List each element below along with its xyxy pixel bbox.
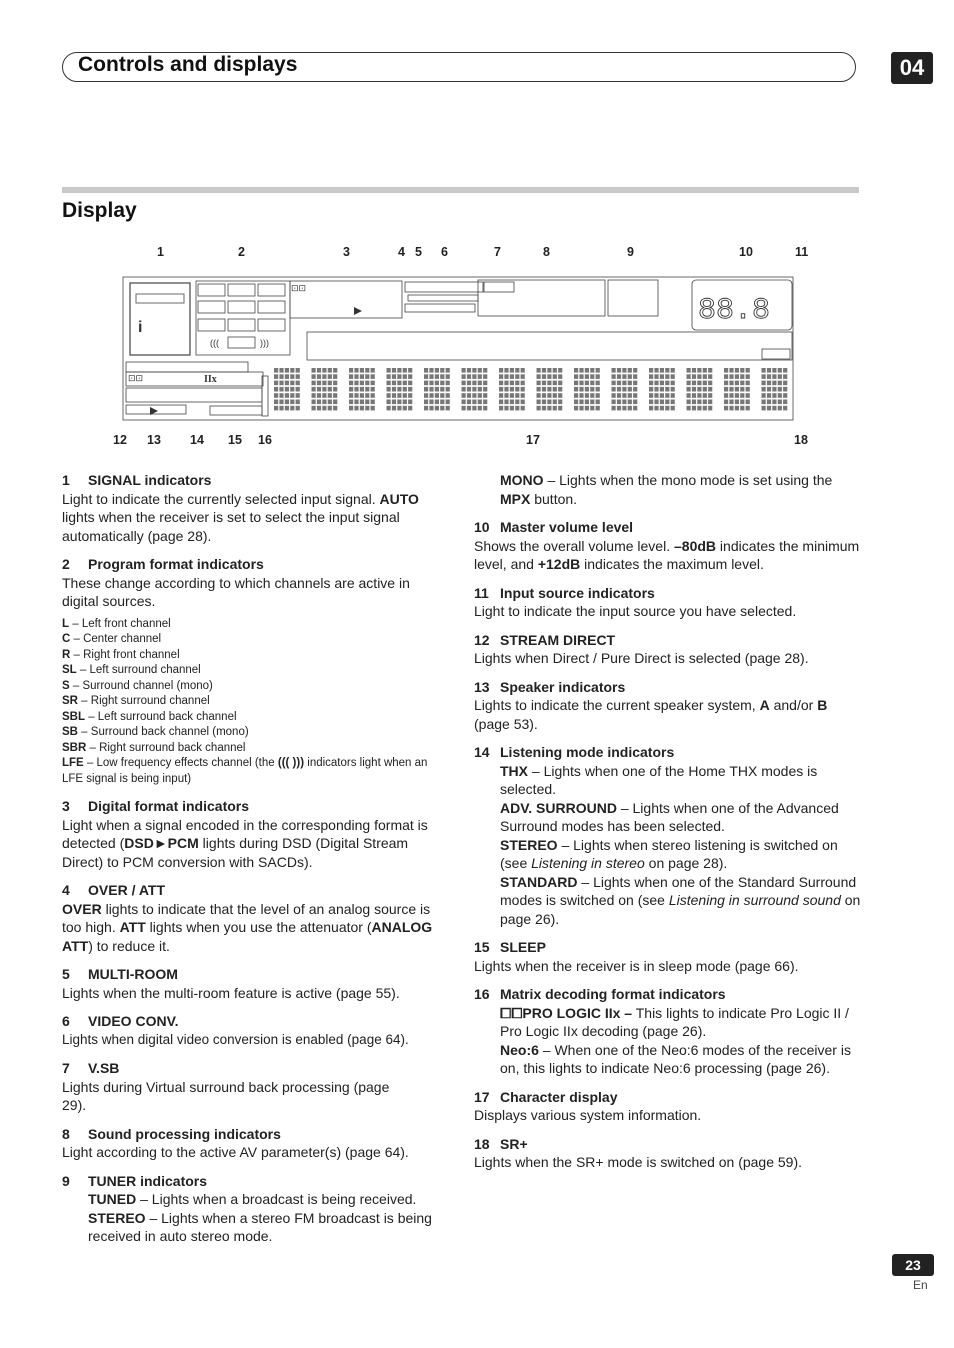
volume-digits: 88.8 [698,294,771,328]
callout-5: 5 [415,245,422,259]
callout-10: 10 [739,245,753,259]
character-cell [724,368,750,410]
display-diagram-svg [100,240,820,450]
character-cell [687,368,713,410]
callout-2: 2 [238,245,245,259]
svg-text:))): ))) [260,338,269,348]
right-column [474,471,862,1182]
svg-text:IIx: IIx [204,374,217,385]
callout-16: 16 [258,433,272,447]
item-4: 4 OVER / ATT OVER lights to indicate that the level of an analog source is too high. ATT lights when you use the attenuator (ANALOG ATT) to reduce it. [62,882,433,954]
page-header-title: Controls and displays [78,53,298,76]
character-cell [424,368,450,410]
chapter-number: 04 [891,52,933,84]
character-cell [574,368,600,410]
item-16: 16 Matrix decoding format indicators ⧠⧠PRO LOGIC IIx – This lights to indicate Pro Logic II / Pro Logic IIx decoding (page 26). Neo:6 – When one of the Neo:6 modes of the receiver is on, this lights to indicate Neo:6 processing (page 26). [474,986,851,1076]
item-9-mono: MONO – Lights when the mono mode is set using the MPX button. [500,472,833,507]
channel-SBR: SBR – Right surround back channel [62,741,246,754]
item-8: 8 Sound processing indicators Light according to the active AV parameter(s) (page 64). [62,1125,409,1160]
character-cell [537,368,563,410]
callout-15: 15 [228,433,242,447]
svg-text:(((: ((( [210,338,219,348]
svg-text:⊡⊡: ⊡⊡ [128,373,144,383]
channel-SB: SB – Surround back channel (mono) [62,726,249,738]
channel-SL: SL – Left surround channel [62,664,201,676]
channel-S: S – Surround channel (mono) [62,679,213,692]
channel-R: R – Right front channel [62,648,180,661]
item-10: 10 Master volume level Shows the overall volume level. –80dB indicates the minimum level, and +12dB indicates the maximum level. [474,519,860,572]
item-15: 15 SLEEP Lights when the receiver is in sleep mode (page 66). [474,939,799,974]
callout-7: 7 [494,245,501,259]
language-label: En [913,1278,928,1292]
callout-14: 14 [190,433,204,447]
callout-18: 18 [794,433,808,447]
channel-LFE: LFE – Low frequency effects channel (the ((( ))) indicators light when an LFE signal is being input) [62,757,428,785]
item-13: 13 Speaker indicators Lights to indicate the current speaker system, A and/or B (page 53). [474,678,828,732]
svg-text:i: i [138,319,143,336]
callout-11: 11 [795,245,809,259]
channel-L: L – Left front channel [62,617,171,630]
item-11: 11 Input source indicators Light to indicate the input source you have selected. [474,584,797,619]
item-12: 12 STREAM DIRECT Lights when Direct / Pure Direct is selected (page 28). [474,631,809,666]
callout-12: 12 [113,433,127,447]
svg-text:⊡⊡: ⊡⊡ [291,283,307,293]
section-title: Display [62,199,137,222]
callout-9: 9 [627,245,634,259]
channel-SR: SR – Right surround channel [62,695,210,707]
item-1: 1 SIGNAL indicators Light to indicate the currently selected input signal. AUTO lights when the receiver is set to select the input signal automatically (page 28). [62,472,419,544]
item-6: 6 VIDEO CONV. Lights when digital video conversion is enabled (page 64). [62,1013,409,1047]
left-column [62,471,450,1256]
callout-8: 8 [543,245,550,259]
item-18: 18 SR+ Lights when the SR+ mode is switched on (page 59). [474,1135,803,1170]
character-cell [274,368,300,410]
callout-6: 6 [441,245,448,259]
page-number: 23 [892,1254,934,1276]
item-2: 2 Program format indicators These change according to which channels are active in digital sources. L – Left front channel C – Center channel R – Right front channel SL – Left surround channel S – Surround channel (mono) SR – Right surround channel SBL – Left surround back channel SB – Surround back channel (mono) SBR – Right surround back channel LFE – Low frequency effects channel (the ((( ))) indicators light when an LFE signal is being input) [62,555,450,787]
item-3: 3 Digital format indicators Light when a signal encoded in the corresponding format is detected (DSD►PCM lights during DSD (Digital Stream Direct) to PCM conversion with SACDs). [62,798,428,870]
callout-17: 17 [526,433,540,447]
channel-list [62,617,450,788]
character-cell [762,368,788,410]
section-rule [62,187,859,193]
callout-3: 3 [343,245,350,259]
item-17: 17 Character display Displays various system information. [474,1088,702,1123]
callout-13: 13 [147,433,161,447]
item-9: 9 TUNER indicators TUNED – Lights when a broadcast is being received. STEREO – Lights when a stereo FM broadcast is being received in auto stereo mode. [62,1172,432,1244]
channel-SBL: SBL – Left surround back channel [62,710,237,723]
character-cell [387,368,413,410]
item-7: 7 V.SB Lights during Virtual surround back processing (page 29). [62,1060,390,1113]
channel-C: C – Center channel [62,633,162,645]
character-cell [649,368,675,410]
callout-1: 1 [157,245,164,259]
character-cell [312,368,338,410]
item-5: 5 MULTI-ROOM Lights when the multi-room feature is active (page 55). [62,966,400,1001]
callout-4: 4 [398,245,405,259]
character-cell [499,368,525,410]
item-14: 14 Listening mode indicators THX – Lights when one of the Home THX modes is selected. ADV. SURROUND – Lights when one of the Advanced Surround modes has been selected. STEREO – Lights when stereo listening is switched on (see Listening in stereo on page 28). STANDARD – Lights when one of the Standard Surround modes is switched on (see Listening in surround sound on page 26). [474,744,861,927]
character-cell [612,368,638,410]
character-cell [349,368,375,410]
display-diagram [100,240,820,450]
character-cell [462,368,488,410]
